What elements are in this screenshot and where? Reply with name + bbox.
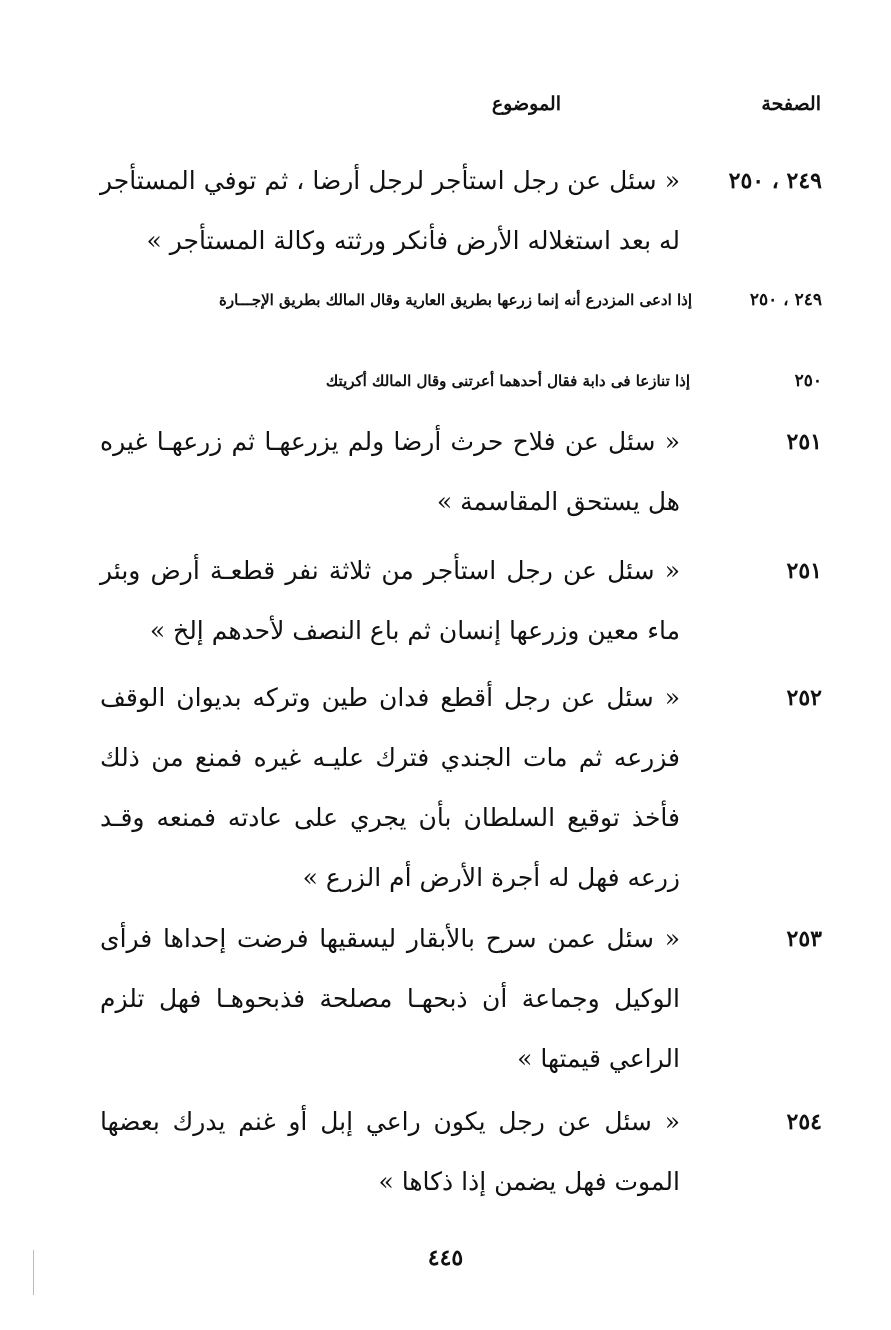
entry-page-numbers: ٢٤٩ ، ٢٥٠ [728, 168, 822, 194]
index-entry [100, 668, 822, 908]
header-page-label: الصفحة [761, 93, 821, 115]
index-entry [100, 541, 822, 661]
index-entry [100, 1092, 822, 1212]
entry-topic-text: « سئل عن رجل أقطع فدان طين وتركه بديوان الوقف فزرعه ثم مات الجندي فترك عليـه غيره فمنع من ذلك فأخذ توقيع السلطان بأن يجري على عادته فمنعه وقـد زرعه فهل له أجرة الأرض أم الزرع » [100, 683, 680, 892]
index-entry [100, 909, 822, 1089]
index-entry [100, 285, 822, 347]
page-number: ٤٤٥ [427, 1245, 464, 1271]
entry-page-numbers: ٢٥٠ [794, 371, 822, 391]
index-entry [100, 151, 822, 271]
entry-topic-text: « سئل عن رجل يكون راعي إبل أو غنم يدرك بعضها الموت فهل يضمن إذا ذكاها » [100, 1107, 680, 1196]
entry-topic-text: إذا ادعى المزدرع أنه إنما زرعها بطريق العارية وقال المالك بطريق الإجـــارة [218, 291, 692, 309]
entry-page-numbers: ٢٥٤ [786, 1109, 822, 1135]
entry-page-numbers: ٢٥٣ [786, 926, 822, 952]
index-entry [100, 412, 822, 532]
entry-topic-text: « سئل عمن سرح بالأبقار ليسقيها فرضت إحداها فرأى الوكيل وجماعة أن ذبحهـا مصلحة فذبحوهـا فهل تلزم الراعي قيمتها » [100, 924, 680, 1073]
entry-page-numbers: ٢٥١ [786, 429, 822, 455]
index-entry [100, 366, 822, 397]
entry-topic-text: « سئل عن رجل استأجر من ثلاثة نفر قطعـة أرض وبئر ماء معين وزرعها إنسان ثم باع النصف لأحدهم إلخ » [100, 556, 680, 645]
entry-page-numbers: ٢٥١ [786, 558, 822, 584]
entry-page-numbers: ٢٤٩ ، ٢٥٠ [749, 290, 822, 310]
index-header [0, 93, 891, 129]
entry-page-numbers: ٢٥٢ [786, 685, 822, 711]
entry-topic-text: « سئل عن رجل استأجر لرجل أرضا ، ثم توفي المستأجر له بعد استغلاله الأرض فأنكر ورثته وكالة المستأجر » [100, 166, 680, 255]
entry-topic-text: « سئل عن فلاح حرث أرضا ولم يزرعهـا ثم زرعهـا غيره هل يستحق المقاسمة » [100, 427, 680, 516]
header-topic-label: الموضوع [491, 93, 561, 115]
entry-topic-text: إذا تنازعا فى دابة فقال أحدهما أعرتنى وقال المالك أكريتك [325, 372, 690, 390]
